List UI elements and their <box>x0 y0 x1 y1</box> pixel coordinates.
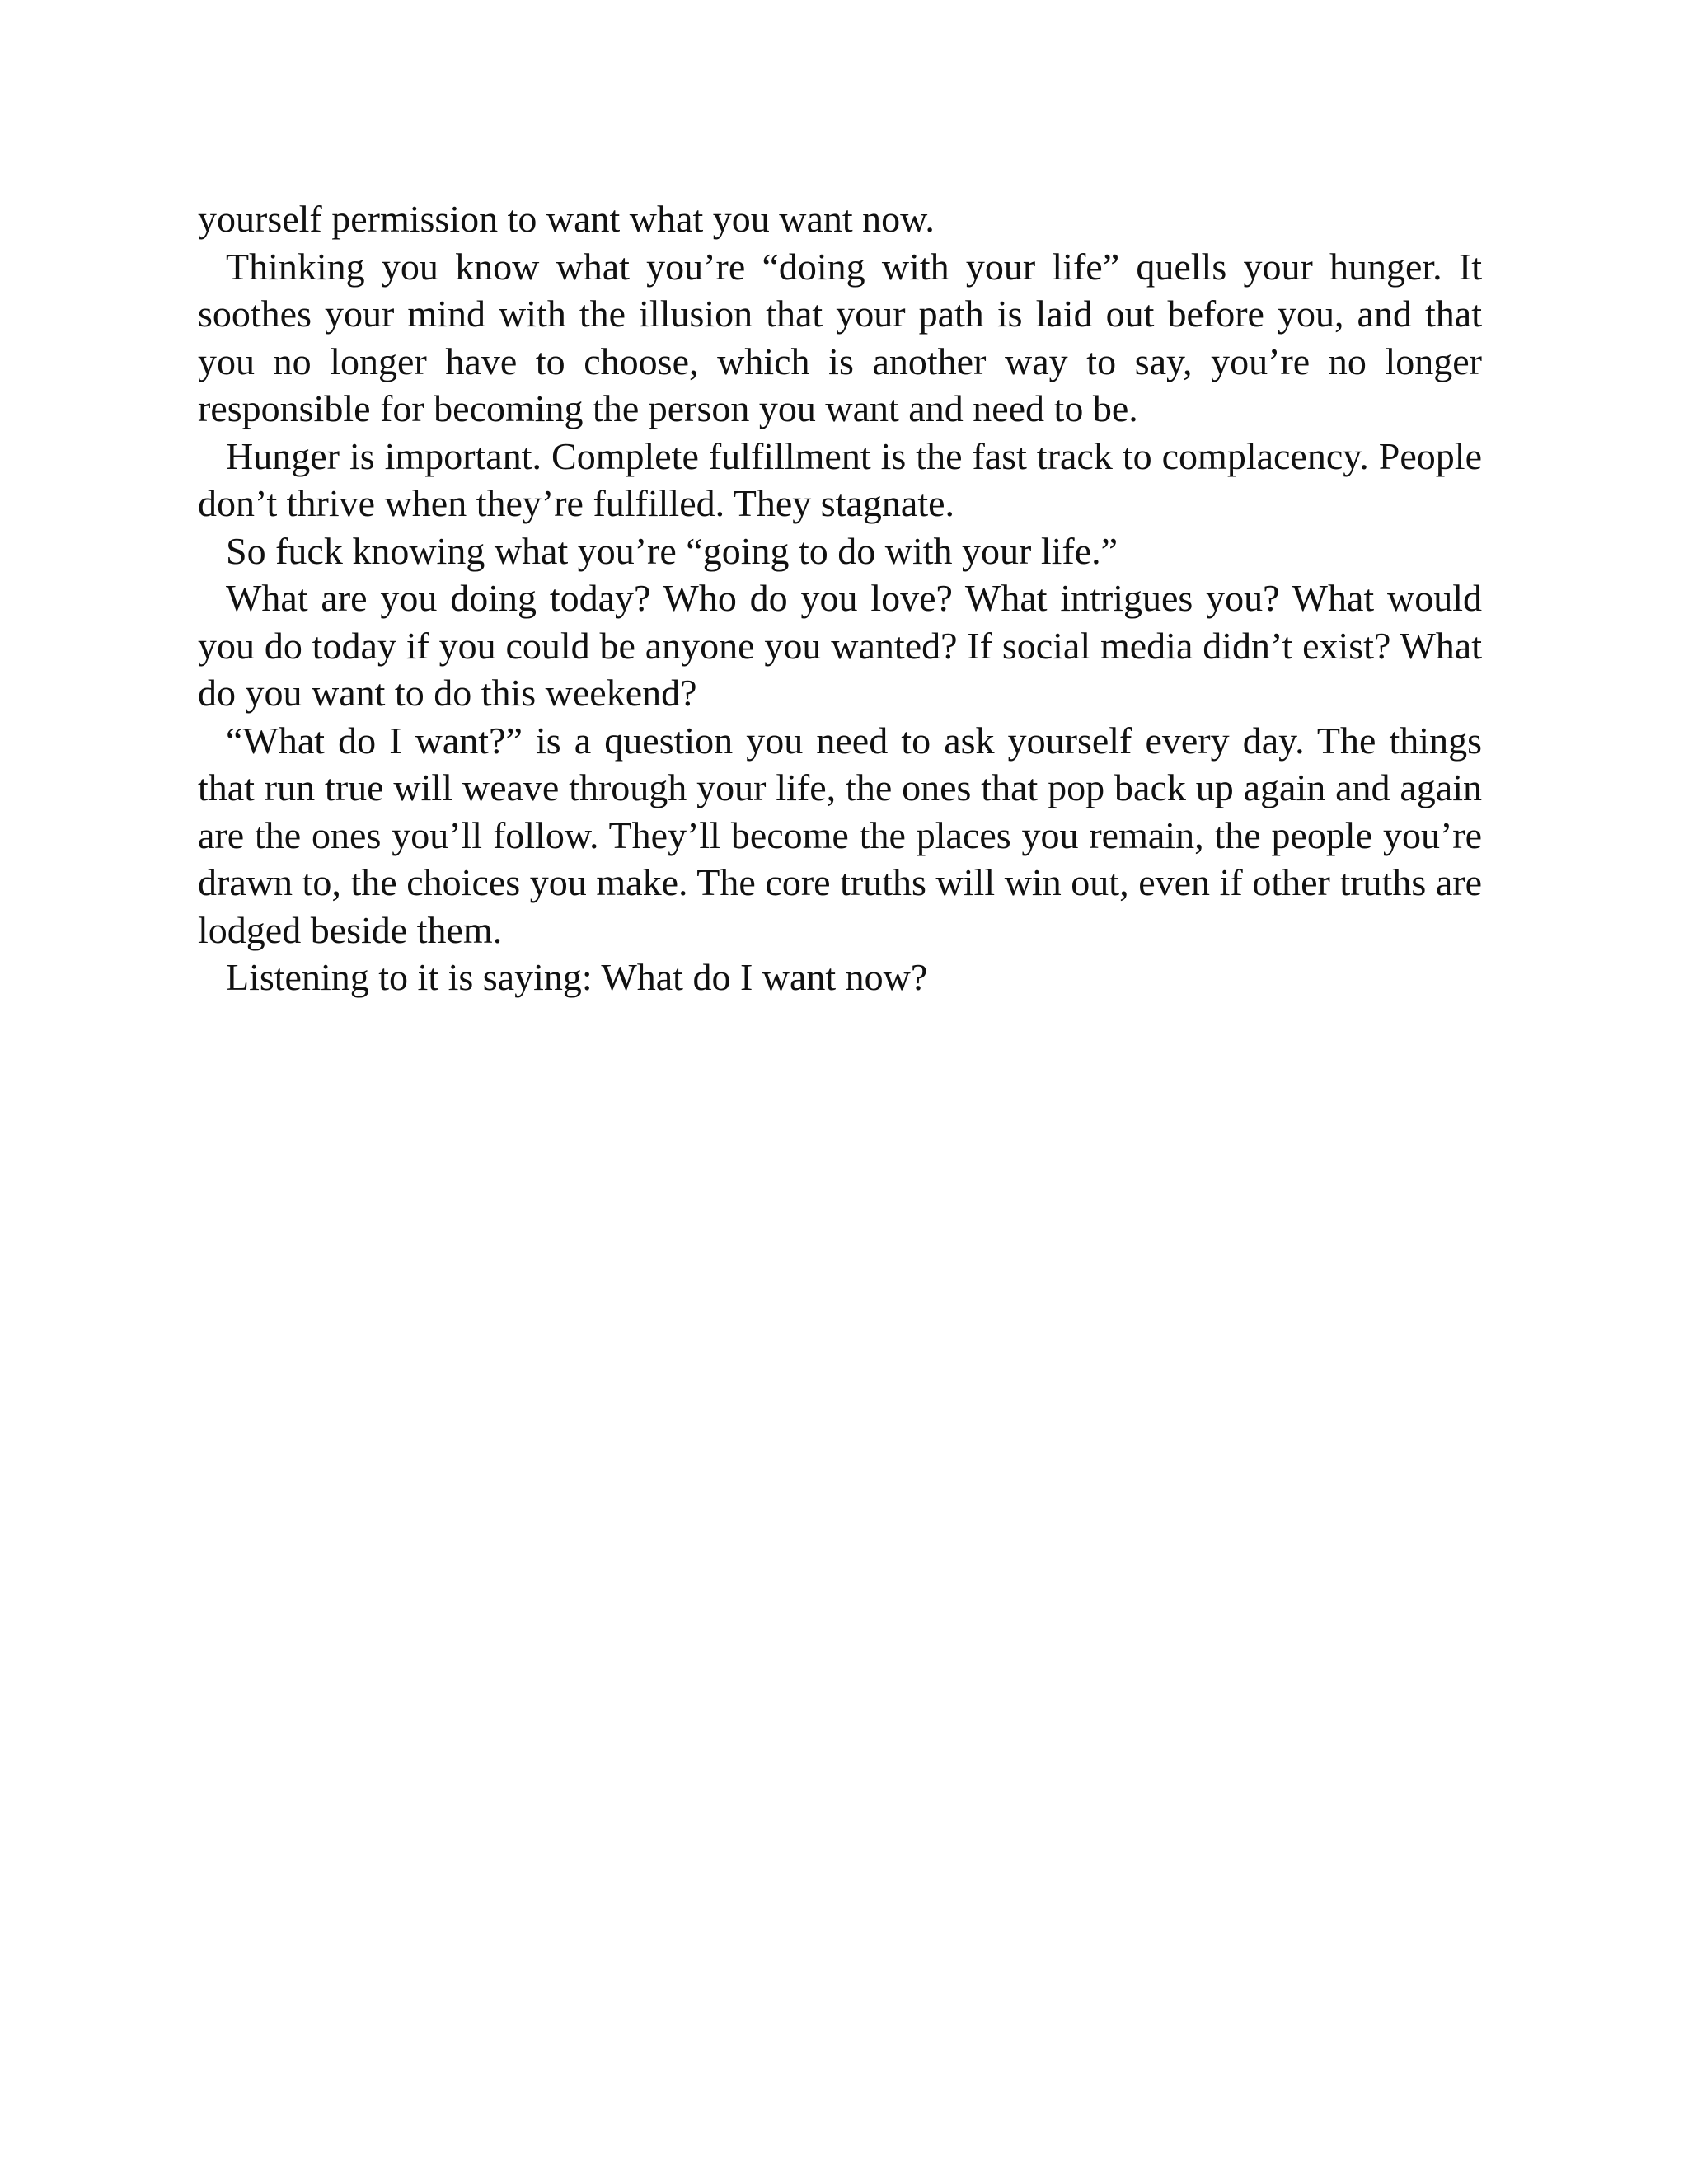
paragraph: Hunger is important. Complete fulfillment is the fast track to complacency. People don’t thrive when they’re fulfilled. They stagnate. <box>198 434 1482 524</box>
paragraph: So fuck knowing what you’re “going to do with your life.” <box>226 529 1118 572</box>
paragraph-continued: yourself permission to want what you want now. <box>198 198 935 240</box>
paragraph: “What do I want?” is a question you need to ask yourself every day. The things that run true will weave through your life, the ones that pop back up again and again are the ones you’ll follow. They’ll become the places you remain, the people you’re drawn to, the choices you make. The core truths will win out, even if other truths are lodged beside them. <box>198 719 1482 951</box>
paragraph: Listening to it is saying: What do I want now? <box>226 956 928 998</box>
paragraph: Thinking you know what you’re “doing with your life” quells your hunger. It soothes your mind with the illusion that your path is laid out before you, and that you no longer have to choose, which is another way to say, you’re no longer responsible for becoming the person you want and need to be. <box>198 245 1482 429</box>
paragraph: What are you doing today? Who do you love? What intrigues you? What would you do today if you could be anyone you wanted? If social media didn’t exist? What do you want to do this weekend? <box>198 577 1482 714</box>
body-text <box>198 195 1482 1001</box>
